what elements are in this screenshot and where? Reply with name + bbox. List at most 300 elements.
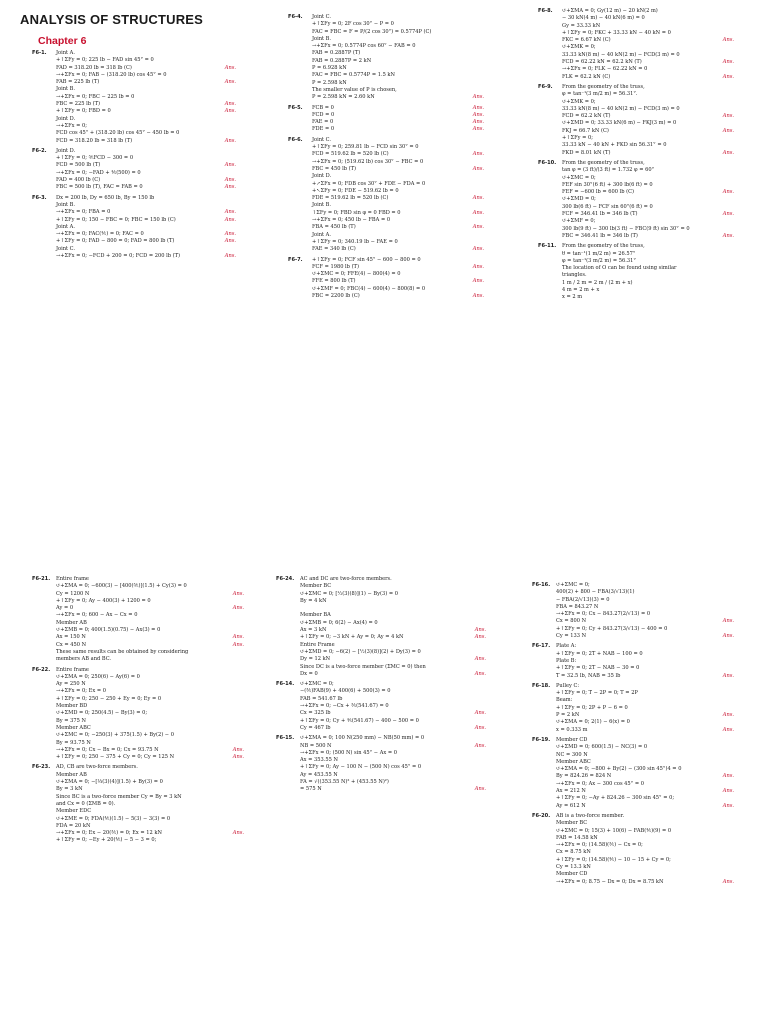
equation-text: FFE = 800 lb (T) — [312, 278, 356, 285]
answer-marker: Ans. — [470, 151, 484, 158]
problem-number: F6-8. — [538, 8, 553, 14]
equation-text: FEF sin 30°(6 ft) + 300 lb(6 ft) = 0 — [562, 181, 653, 188]
problem-number: F6-11. — [538, 243, 557, 250]
equation-text: Ay = 453.55 N — [300, 771, 338, 778]
equation-text: Member BC — [300, 583, 332, 590]
answer-marker: Ans. — [720, 59, 734, 66]
equation-text: Ay = 250 N — [56, 681, 86, 688]
solution-line — [538, 204, 734, 211]
equation-text: Pulley C: — [556, 682, 580, 689]
solution-line — [32, 823, 244, 830]
solution-line — [276, 612, 486, 619]
answer-marker: Ans. — [222, 138, 236, 145]
equation-text: Joint A. — [56, 50, 75, 56]
solution-line — [538, 113, 734, 120]
answer-marker: Ans. — [472, 671, 486, 678]
solution-line — [276, 642, 486, 649]
solution-line — [532, 835, 734, 842]
solution-line — [32, 764, 244, 771]
equation-text: +↑ΣFy = 0; −Ay + 824.26 − 300 sin 45° = 0; — [556, 795, 675, 802]
answer-marker: Ans. — [720, 189, 734, 196]
problem-number: F6-1. — [32, 50, 47, 56]
solution-line — [32, 238, 236, 245]
equation-text: →+ΣFx = 0; 450 lb − FBA = 0 — [312, 217, 391, 224]
equation-text: ↺+ΣMC = 0; — [300, 681, 334, 688]
equation-text: →+ΣFx = 0; FAB − (318.20 lb) cos 45° = 0 — [56, 71, 167, 78]
solution-line — [532, 857, 734, 864]
solution-line — [538, 142, 734, 149]
solution-line — [532, 651, 734, 658]
solution-line — [32, 681, 244, 688]
solution-line — [276, 725, 486, 732]
equation-text: Joint B. — [56, 86, 76, 93]
equation-text: +↑ΣFy = 0; 2T + NAB − 100 = 0 — [556, 650, 643, 657]
problem-number: F6-4. — [288, 14, 303, 20]
equation-text: tan φ = (3 ft)/(3 ft) = 1.732 φ = 60° — [562, 167, 655, 174]
solution-line — [532, 737, 734, 744]
equation-text: ↺+ΣMK = 0; — [562, 44, 596, 51]
solution-line — [538, 280, 734, 287]
solution-line — [532, 727, 734, 734]
solution-line — [288, 126, 484, 133]
equation-text: AC and DC are two-force members. — [300, 576, 392, 582]
solution-line — [276, 786, 486, 793]
answer-marker: Ans. — [470, 278, 484, 285]
equation-text: Joint B. — [56, 201, 76, 208]
equation-text: +↑ΣFy = 0; (14.58)(⅘) − 10 − 15 + Cy = 0; — [556, 856, 671, 863]
solution-line — [32, 202, 236, 209]
equation-text: Cy = 467 lb — [300, 724, 331, 731]
equation-text: FAC = FBC = 0.5774P = 1.5 kN — [312, 72, 395, 79]
answer-marker: Ans. — [470, 224, 484, 231]
solution-line — [276, 735, 486, 742]
equation-text: +↑ΣFy = 0; 2T − NAB − 30 = 0 — [556, 665, 640, 672]
solution-line — [276, 605, 486, 612]
solution-line — [538, 135, 734, 142]
equation-text: FCF = 1980 lb (T) — [312, 263, 359, 270]
equation-text: →+ΣFx = 0; — [56, 122, 88, 129]
solution-line — [532, 759, 734, 766]
solution-line — [288, 232, 484, 239]
solution-line — [32, 642, 244, 649]
answer-marker: Ans. — [222, 253, 236, 260]
equation-text: +↑ΣFy = 0; ⅗FCD − 300 = 0 — [56, 155, 134, 162]
solution-line — [288, 210, 484, 217]
solution-line — [532, 633, 734, 640]
equation-text: Dx = 0 — [300, 670, 318, 677]
equation-text: FAE = 0 — [312, 119, 334, 126]
equation-text: Cy = 133 N — [556, 633, 587, 640]
solution-line — [276, 703, 486, 710]
problem-solution — [538, 84, 734, 157]
solution-line — [32, 703, 244, 710]
equation-text: FAB = 541.67 lb — [300, 695, 343, 702]
solution-line — [32, 656, 244, 663]
equation-text: →+ΣFx = 0; 0.5774P cos 60° − FAB = 0 — [312, 43, 416, 50]
solution-line — [538, 150, 734, 157]
solution-line — [276, 750, 486, 757]
answer-marker: Ans. — [472, 627, 486, 634]
equation-text: FCD = 500 lb (T) — [56, 162, 101, 169]
equation-text: FAD = 318.20 lb = 318 lb (C) — [56, 64, 132, 71]
problem-number: F6-18. — [532, 682, 551, 689]
answer-marker: Ans. — [720, 233, 734, 240]
equation-text: +↑ΣFy = 0; 225 lb − FAD sin 45° = 0 — [56, 57, 154, 64]
problem-solution — [532, 737, 734, 810]
equation-text: Ax = 212 N — [556, 788, 586, 795]
equation-text: Cx = 8.75 kN — [556, 849, 591, 856]
solution-line — [532, 795, 734, 802]
problem-number: F6-14. — [276, 681, 295, 688]
equation-text: ↺+ΣMC = 0; −250(3) + 375(1.5) + By(2) − 0 — [56, 732, 174, 739]
solution-line — [538, 23, 734, 30]
problem-number: F6-17. — [532, 643, 551, 650]
equation-text: ↺+ΣMD = 0; 250(4.5) − By(3) = 0; — [56, 710, 148, 717]
answer-marker: Ans. — [472, 786, 486, 793]
equation-text: FEF = −600 lb = 600 lb (C) — [562, 189, 635, 196]
answer-marker: Ans. — [470, 94, 484, 101]
equation-text: →+ΣFx = 0; (500 N) sin 45° − Ax = 0 — [300, 749, 397, 756]
solution-line — [32, 177, 236, 184]
equation-text: ↺+ΣMC = 0; — [562, 174, 596, 181]
equation-text: Plate B: — [556, 657, 577, 664]
equation-text: ↺+ΣMD = 0; 33.33 kN(6 m) − FKJ(3 m) = 0 — [562, 120, 677, 127]
equation-text: The smaller value of P is chosen, — [312, 86, 397, 93]
problem-solution — [288, 105, 484, 134]
answer-marker: Ans. — [230, 754, 244, 761]
solution-line — [32, 649, 244, 656]
equation-text: Cx = 800 N — [556, 618, 587, 625]
solution-line — [32, 620, 244, 627]
equation-text: From the geometry of the truss, — [562, 243, 645, 250]
equation-text: FBA = 450 lb (T) — [312, 224, 356, 231]
equation-text: Cx = 325 lb — [300, 710, 331, 717]
equation-text: ↺+ΣMA = 0; Gy(12 m) − 20 kN(2 m) — [562, 8, 658, 14]
equation-text: ↺+ΣMA = 0; 2(1) − 6(x) = 0 — [556, 719, 630, 726]
answer-marker: Ans. — [720, 879, 734, 886]
equation-text: Joint A. — [312, 231, 331, 238]
solution-line — [538, 272, 734, 279]
equation-text: +↑ΣFy = 0; FCF sin 45° − 600 − 800 = 0 — [312, 256, 421, 263]
solution-line — [32, 50, 236, 57]
equation-text: P = 2 kN — [556, 712, 580, 719]
solution-line — [538, 211, 734, 218]
solution-line — [538, 233, 734, 240]
solution-line — [32, 94, 236, 101]
equation-text: FDA = 20 kN — [56, 822, 91, 829]
solution-line — [288, 43, 484, 50]
equation-text: +↑ΣFy = 0; Ay − 100 N − (500 N) cos 45° = 0 — [300, 764, 422, 771]
equation-text: x = 2 m — [562, 294, 583, 301]
equation-text: FLK = 62.2 kN (C) — [562, 73, 611, 80]
solution-line — [538, 52, 734, 59]
problem-solution — [288, 14, 484, 102]
equation-text: Since DC is a two-force member (ΣMC = 0) then — [300, 663, 426, 670]
answer-marker: Ans. — [720, 211, 734, 218]
solution-line — [538, 8, 734, 15]
solution-line — [532, 849, 734, 856]
problem-solution — [32, 50, 236, 145]
solution-line — [32, 667, 244, 674]
equation-text: +↑ΣFy = 0; FBD = 0 — [56, 108, 111, 115]
equation-text: −(⅗)FAB(9) + 400(6) + 500(3) = 0 — [300, 688, 391, 695]
equation-text: x = 0.333 m — [556, 726, 588, 733]
column-6 — [532, 582, 734, 889]
answer-marker: Ans. — [230, 605, 244, 612]
answer-marker: Ans. — [472, 634, 486, 641]
equation-text: FAB = 0.2887P (T) — [312, 50, 361, 57]
problem-number: F6-22. — [32, 666, 51, 673]
answer-marker: Ans. — [222, 79, 236, 86]
equation-text: FAB = 14.58 kN — [556, 834, 598, 841]
problem-solution — [32, 764, 244, 844]
solution-line — [32, 837, 244, 844]
solution-line — [32, 583, 244, 590]
equation-text: →+ΣFx = 0; 8.75 − Dx = 0; Dx = 8.75 kN — [556, 878, 664, 885]
solution-line — [538, 175, 734, 182]
solution-line — [538, 30, 734, 37]
equation-text: FCD = 62.22 kN = 62.2 kN (T) — [562, 59, 642, 66]
equation-text: NC = 300 N — [556, 751, 588, 758]
equation-text: By = 375 N — [56, 717, 86, 724]
equation-text: FDE = 519.62 lb = 520 lb (C) — [312, 195, 389, 202]
equation-text: By = 4 kN — [300, 597, 327, 604]
solution-line — [32, 101, 236, 108]
solution-line — [532, 803, 734, 810]
equation-text: →+ΣFx = 0; (14.58)(⅗) − Cx = 0; — [556, 842, 643, 849]
solution-line — [32, 138, 236, 145]
problem-number: F6-15. — [276, 735, 295, 742]
solution-line — [532, 842, 734, 849]
solution-line — [32, 786, 244, 793]
equation-text: +↗ΣFx = 0; FDB cos 30° + FDE − FDA = 0 — [312, 180, 426, 187]
equation-text: +↑ΣFy = 0; 150 − FBC = 0; FBC = 150 lb (C) — [56, 216, 176, 223]
solution-line — [288, 286, 484, 293]
equation-text: Member CD — [556, 871, 588, 878]
solution-line — [32, 162, 236, 169]
solution-line — [32, 184, 236, 191]
equation-text: Plate A: — [556, 643, 577, 650]
problem-solution — [288, 137, 484, 254]
answer-marker: Ans. — [470, 126, 484, 133]
solution-line — [288, 239, 484, 246]
answer-marker: Ans. — [720, 128, 734, 135]
equation-text: Cy = 1200 N — [56, 590, 90, 597]
solution-line — [32, 195, 236, 202]
equation-text: FCD cos 45° + (318.20 lb) cos 45° − 450 lb = 0 — [56, 130, 180, 137]
problem-number: F6-23. — [32, 764, 51, 771]
answer-marker: Ans. — [470, 105, 484, 112]
equation-text: →+ΣFx = 0; (519.62 lb) cos 30° − FBC = 0 — [312, 158, 424, 165]
solution-line — [32, 79, 236, 86]
solution-line — [538, 37, 734, 44]
equation-text: →+ΣFx = 0; FBC − 225 lb = 0 — [56, 93, 135, 100]
problem-number: F6-6. — [288, 136, 303, 143]
solution-line — [532, 665, 734, 672]
solution-line — [532, 773, 734, 780]
equation-text: Joint D. — [56, 115, 76, 122]
answer-marker: Ans. — [230, 830, 244, 837]
equation-text: →+ΣFx = 0; FAC(⅘) = 0; FAC = 0 — [56, 231, 144, 238]
solution-line — [32, 170, 236, 177]
problem-number: F6-10. — [538, 159, 557, 166]
solution-line — [32, 754, 244, 761]
equation-text: From the geometry of the truss, — [562, 83, 645, 90]
equation-text: 33.33 kN(8 m) − 40 kN(2 m) − FCD(3 m) = 0 — [562, 51, 680, 58]
solution-line — [32, 591, 244, 598]
equation-text: FAB = 225 lb (T) — [56, 79, 100, 86]
solution-line — [532, 626, 734, 633]
solution-line — [276, 634, 486, 641]
solution-line — [532, 690, 734, 697]
equation-text: 300 lb(9 ft) − 300 lb(3 ft) − FBC(9 ft) sin 30° = 0 — [562, 225, 690, 232]
solution-line — [538, 15, 734, 22]
equation-text: →+ΣFx = 0; Ax − 300 cos 45° = 0 — [556, 780, 644, 787]
solution-line — [538, 182, 734, 189]
equation-text: Joint B. — [312, 35, 332, 42]
answer-marker: Ans. — [470, 112, 484, 119]
solution-line — [32, 794, 244, 801]
equation-text: 33.33 kN(8 m) − 40 kN(2 m) − FCD(3 m) = 0 — [562, 105, 680, 112]
problem-solution — [32, 148, 236, 192]
equation-text: ↺+ΣMC = 0; FFE(4) − 800(4) = 0 — [312, 271, 401, 278]
column-1 — [32, 50, 236, 263]
solution-line — [276, 757, 486, 764]
solution-line — [32, 634, 244, 641]
chapter-heading: Chapter 6 — [38, 35, 87, 47]
equation-text: Ax = 353.55 N — [300, 757, 338, 764]
answer-marker: Ans. — [222, 65, 236, 72]
equation-text: ↺+ΣMK = 0; — [562, 98, 596, 105]
solution-line — [32, 217, 236, 224]
equation-text: − FBA(2/√13)(3) = 0 — [556, 596, 610, 603]
solution-line — [32, 72, 236, 79]
solution-line — [532, 871, 734, 878]
solution-line — [32, 598, 244, 605]
solution-line — [532, 813, 734, 820]
equation-text: ↺+ΣMA = 0; 100 N(250 mm) − NB(50 mm) = 0 — [300, 735, 425, 742]
solution-line — [538, 251, 734, 258]
answer-marker: Ans. — [472, 710, 486, 717]
solution-line — [532, 643, 734, 650]
equation-text: FAD = 400 lb (C) — [56, 177, 101, 184]
equation-text: AD, CB are two-force members. — [56, 764, 138, 771]
solution-line — [532, 582, 734, 589]
solution-line — [288, 166, 484, 173]
solution-line — [276, 664, 486, 671]
solution-line — [288, 21, 484, 28]
solution-line — [288, 72, 484, 79]
solution-line — [276, 671, 486, 678]
solution-line — [538, 218, 734, 225]
solution-line — [32, 674, 244, 681]
solution-line — [276, 743, 486, 750]
solution-line — [288, 144, 484, 151]
answer-marker: Ans. — [222, 238, 236, 245]
equation-text: P = 2.598 kN = 2.60 kN — [312, 94, 375, 101]
equation-text: →+ΣFx = 0; Ex − 20(⅗) = 0; Ex = 12 kN — [56, 830, 162, 837]
equation-text: FAB = 0.2887P = 2 kN — [312, 57, 372, 64]
solution-line — [288, 119, 484, 126]
solution-line — [538, 258, 734, 265]
equation-text: ↺+ΣME = 0; FDA(⅘)(1.5) − 5(3) − 3(3) = 0 — [56, 815, 171, 822]
solution-line — [288, 217, 484, 224]
equation-text: +↑ΣFy = 0; 250 − 250 + Ey = 0; Ey = 0 — [56, 695, 162, 702]
solution-line — [288, 58, 484, 65]
equation-text: The location of O can be found using similar — [562, 265, 677, 272]
equation-text: +↑ΣFy = 0; 340.19 lb − FAE = 0 — [312, 238, 398, 245]
solution-line — [532, 752, 734, 759]
solution-line — [276, 583, 486, 590]
solution-line — [32, 830, 244, 837]
solution-line — [32, 65, 236, 72]
equation-text: ↺+ΣMB = 0; 400(1.5)(0.75) − Ax(3) = 0 — [56, 627, 161, 634]
equation-text: Cx = 450 N — [56, 641, 87, 648]
solution-line — [538, 44, 734, 51]
solution-line — [288, 195, 484, 202]
equation-text: FBC = 2200 lb (C) — [312, 292, 360, 299]
problem-number: F6-2. — [32, 147, 47, 154]
equation-text: By = 3 kN — [56, 786, 83, 793]
answer-marker: Ans. — [720, 74, 734, 81]
solution-line — [532, 719, 734, 726]
solution-line — [32, 123, 236, 130]
solution-line — [276, 620, 486, 627]
solution-line — [532, 673, 734, 680]
equation-text: members AB and BC. — [56, 656, 112, 663]
equation-text: P = 2.598 kN — [312, 79, 347, 86]
solution-line — [288, 246, 484, 253]
problem-number: F6-3. — [32, 194, 47, 201]
solution-line — [538, 74, 734, 81]
equation-text: Entire frame — [56, 666, 89, 673]
equation-text: ↺+ΣMA = 0; 250(6) − Ay(6) = 0 — [56, 673, 140, 680]
equation-text: +↑ΣFy = 0; Ay − 400(3) + 1200 = 0 — [56, 597, 151, 604]
solution-line — [532, 618, 734, 625]
equation-text: − 30 kN(4 m) − 40 kN(6 m) = 0 — [562, 15, 645, 22]
solution-line — [538, 294, 734, 301]
equation-text: Joint C. — [312, 14, 332, 20]
solution-line — [32, 116, 236, 123]
equation-text: Ax = 3 kN — [300, 627, 327, 634]
equation-text: Ay = 612 N — [556, 802, 586, 809]
answer-marker: Ans. — [230, 591, 244, 598]
solution-line — [32, 725, 244, 732]
problem-solution — [288, 257, 484, 301]
solution-line — [532, 712, 734, 719]
solution-line — [32, 130, 236, 137]
answer-marker: Ans. — [472, 656, 486, 663]
problem-solution — [538, 160, 734, 240]
equation-text: = 575 N — [300, 786, 322, 793]
equation-text: Ay = 0 — [56, 605, 74, 612]
solution-line — [32, 246, 236, 253]
equation-text: ↺+ΣMA = 0; −[⅓(3)(4)](1.5) + By(3) = 0 — [56, 779, 163, 786]
equation-text: AB is a two-force member. — [556, 812, 625, 819]
equation-text: Dy = 12 kN — [300, 656, 331, 663]
answer-marker: Ans. — [720, 727, 734, 734]
solution-line — [532, 658, 734, 665]
problem-solution — [532, 582, 734, 640]
equation-text: θ = tan⁻¹(1 m/2 m) = 26.57° — [562, 250, 636, 257]
equation-text: ↺+ΣMF = 0; FBC(4) − 600(4) − 800(8) = 0 — [312, 285, 426, 292]
equation-text: Ax = 150 N — [56, 634, 86, 641]
solution-line — [32, 688, 244, 695]
solution-line — [538, 226, 734, 233]
equation-text: ↺+ΣMC = 0; 15(3) + 10(6) − FAB(⅘)(9) = 0 — [556, 827, 672, 834]
equation-text: Member AB — [56, 771, 87, 778]
equation-text: →+ΣFx = 0; Cx − Bx = 0; Cx = 93.75 N — [56, 746, 159, 753]
